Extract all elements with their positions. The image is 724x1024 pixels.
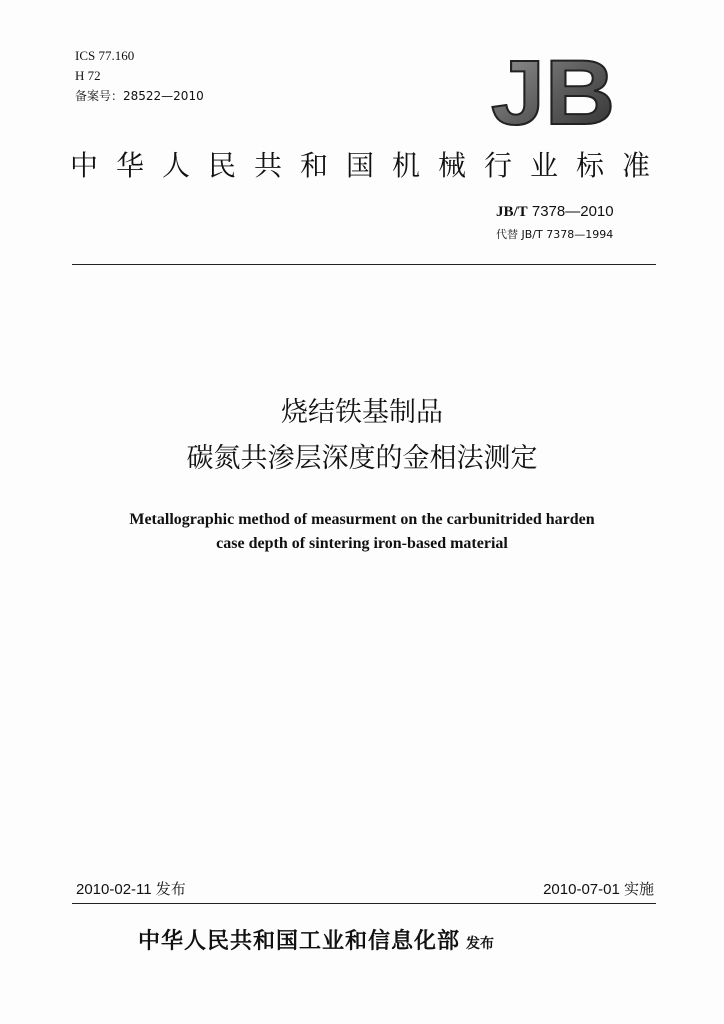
bottom-divider [72,903,656,904]
standard-prefix: JB/T [496,204,528,220]
replaces-standard: 代替 JB/T 7378—1994 [496,228,614,241]
standard-number [496,203,614,221]
cn-title-line-1: 烧结铁基制品 [281,397,443,428]
issue-date: 2010-02-11 发布 [76,881,186,898]
record-number: 备案号：28522—2010 [75,89,204,103]
standard-number-value: 7378—2010 [527,203,614,220]
publisher-suffix: 发布 [466,936,495,952]
publisher-name: 中华人民共和国工业和信息化部 [138,929,461,954]
classification-code: H 72 [75,68,101,83]
standard-category-title: 中华人民共和国机械行业标准 [70,149,669,182]
ics-code: ICS 77.160 [75,48,135,63]
cn-title-line-2: 碳氮共渗层深度的金相法测定 [186,443,538,474]
jb-logo [488,50,618,130]
publisher [138,924,494,955]
en-title-line-1: Metallographic method of measurment on the carbunitrided harden [129,511,595,528]
en-title-line-2: case depth of sintering iron-based material [216,535,508,552]
jb-logo-text: JB [491,50,615,130]
implementation-date: 2010-07-01 实施 [543,881,654,898]
top-divider [72,264,656,265]
